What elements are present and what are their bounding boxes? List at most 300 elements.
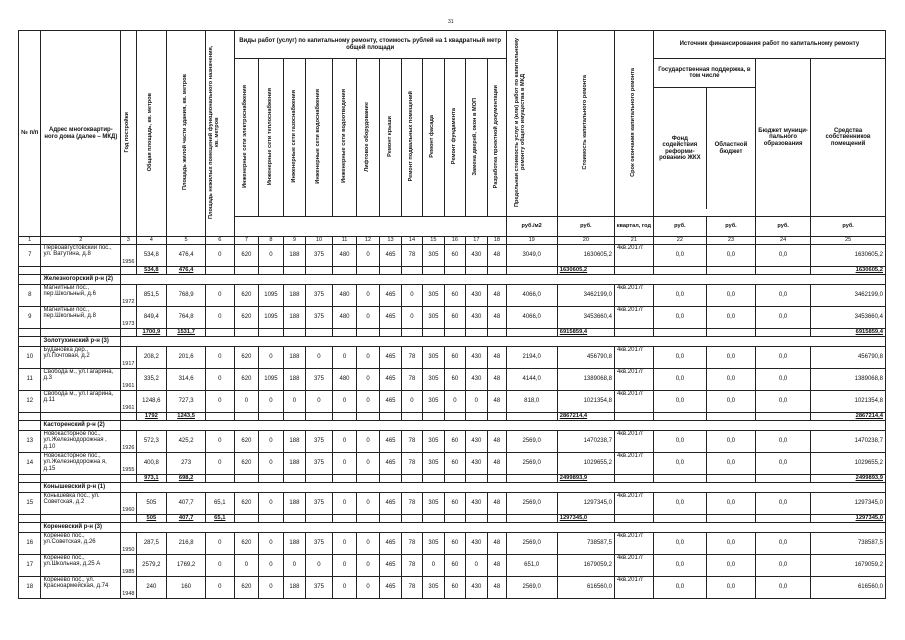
row-value: 620 bbox=[234, 347, 259, 369]
row-value: 3453660,4 bbox=[811, 307, 886, 329]
row-value: 0 bbox=[259, 347, 284, 369]
subtotal-spacer bbox=[506, 267, 557, 275]
row-value: 1679059,2 bbox=[557, 555, 614, 577]
column-index: 14 bbox=[402, 237, 422, 245]
row-value: 1095 bbox=[259, 285, 284, 307]
row-value: 375 bbox=[306, 431, 333, 453]
row-value: 480 bbox=[332, 245, 357, 267]
subtotal-spacer bbox=[332, 515, 357, 523]
row-value: 0,0 bbox=[756, 391, 811, 413]
row-value: 0,0 bbox=[706, 347, 755, 369]
row-value: 188 bbox=[283, 533, 305, 555]
table-row bbox=[19, 347, 886, 369]
row-year: 1961 bbox=[121, 369, 136, 391]
subtotal-spacer bbox=[445, 267, 465, 275]
row-value: 0 bbox=[234, 391, 259, 413]
row-value: 456790,8 bbox=[811, 347, 886, 369]
row-value: 465 bbox=[379, 453, 401, 475]
subtotal-spacer bbox=[402, 413, 422, 421]
subtotal-spacer bbox=[283, 329, 305, 337]
row-value: 480 bbox=[332, 307, 357, 329]
subtotal-spacer bbox=[402, 329, 422, 337]
row-value: 849,4 bbox=[136, 307, 167, 329]
subtotal-spacer bbox=[653, 475, 706, 483]
row-value: 0 bbox=[357, 285, 379, 307]
row-value: 0 bbox=[357, 347, 379, 369]
row-value: 78 bbox=[402, 555, 422, 577]
row-value: 0 bbox=[234, 555, 259, 577]
district-row bbox=[19, 337, 886, 347]
table-row bbox=[19, 285, 886, 307]
subtotal-cost: 1630605,2 bbox=[557, 267, 614, 275]
subtotal-spacer bbox=[259, 475, 284, 483]
row-value: 1389068,8 bbox=[557, 369, 614, 391]
row-value: 0,0 bbox=[653, 577, 706, 599]
row-value: 287,5 bbox=[136, 533, 167, 555]
col-work-3: Инженерные сети газоснабжения bbox=[283, 59, 305, 217]
subtotal-spacer bbox=[402, 475, 422, 483]
table-row bbox=[19, 369, 886, 391]
row-value: 0 bbox=[445, 391, 465, 413]
column-index: 19 bbox=[506, 237, 557, 245]
row-value: 0,0 bbox=[706, 533, 755, 555]
district-name: Касторенский р-н (2) bbox=[41, 421, 121, 431]
row-value: 188 bbox=[283, 245, 305, 267]
column-index: 17 bbox=[465, 237, 487, 245]
row-value: 4кв.2017г bbox=[614, 245, 653, 267]
row-value: 4кв.2017г bbox=[614, 577, 653, 599]
row-value: 465 bbox=[379, 493, 401, 515]
row-value: 465 bbox=[379, 577, 401, 599]
row-value: 305 bbox=[422, 347, 444, 369]
row-value: 3462199,0 bbox=[557, 285, 614, 307]
row-value: 430 bbox=[465, 431, 487, 453]
row-value: 208,2 bbox=[136, 347, 167, 369]
subtotal-spacer bbox=[121, 267, 136, 275]
row-value: 620 bbox=[234, 307, 259, 329]
col-work-2: Инженерные сети теплоснабжения bbox=[259, 59, 284, 217]
row-value: 0 bbox=[206, 369, 235, 391]
row-value: 0,0 bbox=[706, 285, 755, 307]
row-address: Магнитный пос., пер.Школьный, д.6 bbox=[41, 285, 121, 307]
row-value: 616560,0 bbox=[811, 577, 886, 599]
row-address: Коренево пос., ул. Красноармейская, д.74 bbox=[41, 577, 121, 599]
row-value: 620 bbox=[234, 369, 259, 391]
row-value: 430 bbox=[465, 245, 487, 267]
row-value: 160 bbox=[167, 577, 206, 599]
table-row bbox=[19, 577, 886, 599]
subtotal-spacer bbox=[488, 267, 507, 275]
row-number: 16 bbox=[19, 533, 41, 555]
subtotal-value: 1531,7 bbox=[167, 329, 206, 337]
row-value: 48 bbox=[488, 533, 507, 555]
row-value: 0 bbox=[332, 577, 357, 599]
row-value: 1297345,0 bbox=[557, 493, 614, 515]
col-sources-group: Источник финансирования работ по капитальному ремонту bbox=[653, 31, 885, 59]
row-number: 8 bbox=[19, 285, 41, 307]
subtotal-spacer bbox=[465, 267, 487, 275]
row-value: 0,0 bbox=[706, 431, 755, 453]
subtotal-spacer bbox=[283, 267, 305, 275]
subtotal-cost: 2867214,4 bbox=[557, 413, 614, 421]
district-spacer bbox=[19, 337, 41, 347]
row-value: 0 bbox=[332, 533, 357, 555]
subtotal-owners: 1297345,0 bbox=[811, 515, 886, 523]
row-value: 0 bbox=[465, 555, 487, 577]
column-index: 21 bbox=[614, 237, 653, 245]
row-value: 0 bbox=[357, 369, 379, 391]
table-row bbox=[19, 245, 886, 267]
unit-rub-fund: руб. bbox=[653, 217, 706, 237]
subtotal-spacer bbox=[259, 413, 284, 421]
subtotal-spacer bbox=[41, 475, 121, 483]
district-spacer bbox=[121, 483, 886, 493]
subtotal-spacer bbox=[283, 515, 305, 523]
subtotal-spacer bbox=[756, 515, 811, 523]
row-value: 0,0 bbox=[756, 453, 811, 475]
row-value: 48 bbox=[488, 453, 507, 475]
row-value: 620 bbox=[234, 245, 259, 267]
row-year: 1917 bbox=[121, 347, 136, 369]
column-index: 7 bbox=[234, 237, 259, 245]
row-value: 480 bbox=[332, 285, 357, 307]
row-value: 188 bbox=[283, 577, 305, 599]
row-value: 430 bbox=[465, 493, 487, 515]
row-value: 0,0 bbox=[756, 493, 811, 515]
subtotal-spacer bbox=[306, 515, 333, 523]
subtotal-spacer bbox=[259, 267, 284, 275]
subtotal-spacer bbox=[706, 475, 755, 483]
district-spacer bbox=[19, 275, 41, 285]
subtotal-value: 534,8 bbox=[136, 267, 167, 275]
row-value: 1630605,2 bbox=[811, 245, 886, 267]
subtotal-spacer bbox=[488, 413, 507, 421]
row-value: 78 bbox=[402, 347, 422, 369]
row-value: 0 bbox=[306, 555, 333, 577]
row-value: 0,0 bbox=[756, 577, 811, 599]
subtotal-spacer bbox=[488, 515, 507, 523]
page-number: 31 bbox=[448, 19, 454, 25]
row-value: 4066,0 bbox=[506, 285, 557, 307]
row-value: 0 bbox=[259, 533, 284, 555]
subtotal-spacer bbox=[756, 267, 811, 275]
row-number: 13 bbox=[19, 431, 41, 453]
row-address: Новокасторное пос., ул.Железнодорожна я, д.15 bbox=[41, 453, 121, 475]
row-value: 375 bbox=[306, 285, 333, 307]
col-repair-cost: Стоимость капитального ремонта bbox=[557, 31, 614, 217]
col-living-area: Площадь жилой части здания, кв. метров bbox=[167, 31, 206, 237]
row-value: 0 bbox=[332, 555, 357, 577]
row-value: 4кв.2017г bbox=[614, 533, 653, 555]
subtotal-spacer bbox=[445, 329, 465, 337]
row-value: 0 bbox=[259, 577, 284, 599]
column-index: 16 bbox=[445, 237, 465, 245]
row-value: 4кв.2017г bbox=[614, 431, 653, 453]
row-value: 465 bbox=[379, 285, 401, 307]
district-spacer bbox=[19, 421, 41, 431]
subtotal-spacer bbox=[379, 413, 401, 421]
district-spacer bbox=[19, 483, 41, 493]
row-value: 0 bbox=[332, 347, 357, 369]
row-value: 465 bbox=[379, 245, 401, 267]
subtotal-row bbox=[19, 515, 886, 523]
column-index: 10 bbox=[306, 237, 333, 245]
column-index: 15 bbox=[422, 237, 444, 245]
row-value: 216,8 bbox=[167, 533, 206, 555]
subtotal-spacer bbox=[653, 329, 706, 337]
row-number: 10 bbox=[19, 347, 41, 369]
subtotal-spacer bbox=[506, 475, 557, 483]
row-value: 572,3 bbox=[136, 431, 167, 453]
table-row bbox=[19, 533, 886, 555]
row-value: 3462199,0 bbox=[811, 285, 886, 307]
district-spacer bbox=[121, 523, 886, 533]
row-value: 0 bbox=[259, 453, 284, 475]
column-index: 5 bbox=[167, 237, 206, 245]
row-value: 60 bbox=[445, 307, 465, 329]
subtotal-owners: 6915859,4 bbox=[811, 329, 886, 337]
row-value: 0 bbox=[306, 347, 333, 369]
row-value: 0 bbox=[259, 493, 284, 515]
subtotal-spacer bbox=[234, 413, 259, 421]
row-value: 738587,5 bbox=[811, 533, 886, 555]
subtotal-spacer bbox=[653, 413, 706, 421]
row-value: 0,0 bbox=[706, 245, 755, 267]
row-year: 1973 bbox=[121, 307, 136, 329]
row-value: 48 bbox=[488, 555, 507, 577]
subtotal-spacer bbox=[465, 475, 487, 483]
col-work-9: Ремонт фасада bbox=[422, 59, 444, 217]
subtotal-spacer bbox=[653, 515, 706, 523]
row-value: 48 bbox=[488, 245, 507, 267]
district-name: Конышевский р-н (1) bbox=[41, 483, 121, 493]
subtotal-spacer bbox=[488, 329, 507, 337]
row-number: 15 bbox=[19, 493, 41, 515]
subtotal-spacer bbox=[234, 329, 259, 337]
subtotal-spacer bbox=[402, 267, 422, 275]
row-value: 0,0 bbox=[706, 391, 755, 413]
row-value: 480 bbox=[332, 369, 357, 391]
col-work-7: Ремонт крыши bbox=[379, 59, 401, 217]
row-value: 0,0 bbox=[653, 493, 706, 515]
column-index: 3 bbox=[121, 237, 136, 245]
subtotal-spacer bbox=[379, 329, 401, 337]
subtotal-spacer bbox=[756, 329, 811, 337]
row-value: 48 bbox=[488, 577, 507, 599]
subtotal-spacer bbox=[121, 475, 136, 483]
row-year: 1972 bbox=[121, 285, 136, 307]
row-value: 620 bbox=[234, 493, 259, 515]
row-value: 0 bbox=[259, 391, 284, 413]
row-value: 476,4 bbox=[167, 245, 206, 267]
subtotal-spacer bbox=[234, 475, 259, 483]
subtotal-spacer bbox=[206, 475, 235, 483]
subtotal-spacer bbox=[19, 475, 41, 483]
row-value: 2569,0 bbox=[506, 577, 557, 599]
capital-repair-table bbox=[18, 30, 886, 599]
subtotal-spacer bbox=[465, 329, 487, 337]
row-value: 764,8 bbox=[167, 307, 206, 329]
subtotal-spacer bbox=[121, 413, 136, 421]
row-value: 0,0 bbox=[653, 307, 706, 329]
table-row bbox=[19, 391, 886, 413]
row-value: 0 bbox=[357, 453, 379, 475]
row-value: 430 bbox=[465, 369, 487, 391]
row-value: 188 bbox=[283, 453, 305, 475]
col-year: Год постройки bbox=[121, 31, 136, 237]
row-value: 0,0 bbox=[706, 555, 755, 577]
row-value: 0,0 bbox=[653, 431, 706, 453]
row-value: 0,0 bbox=[756, 307, 811, 329]
row-value: 48 bbox=[488, 493, 507, 515]
col-works-group: Виды работ (услуг) по капитальному ремонту, стоимость рублей на 1 квадратный метр общей площади bbox=[234, 31, 506, 59]
subtotal-spacer bbox=[283, 475, 305, 483]
row-value: 620 bbox=[234, 577, 259, 599]
col-work-12: Разработка проектной документации bbox=[488, 59, 507, 217]
row-value: 273 bbox=[167, 453, 206, 475]
row-number: 7 bbox=[19, 245, 41, 267]
col-work-8: Ремонт подвальных помещений bbox=[402, 59, 422, 217]
works-unit-spacer bbox=[234, 217, 506, 237]
subtotal-spacer bbox=[121, 329, 136, 337]
table-row bbox=[19, 453, 886, 475]
subtotal-spacer bbox=[206, 413, 235, 421]
row-value: 0,0 bbox=[653, 555, 706, 577]
row-value: 465 bbox=[379, 347, 401, 369]
subtotal-spacer bbox=[19, 413, 41, 421]
row-value: 430 bbox=[465, 347, 487, 369]
row-value: 465 bbox=[379, 391, 401, 413]
row-value: 616560,0 bbox=[557, 577, 614, 599]
row-value: 0 bbox=[402, 307, 422, 329]
subtotal-spacer bbox=[379, 267, 401, 275]
subtotal-spacer bbox=[357, 267, 379, 275]
column-index: 4 bbox=[136, 237, 167, 245]
unit-quarter: квартал, год bbox=[614, 217, 653, 237]
row-value: 305 bbox=[422, 369, 444, 391]
row-value: 0 bbox=[402, 391, 422, 413]
row-value: 60 bbox=[445, 245, 465, 267]
subtotal-spacer bbox=[306, 413, 333, 421]
row-value: 60 bbox=[445, 369, 465, 391]
subtotal-spacer bbox=[756, 475, 811, 483]
row-value: 0 bbox=[206, 431, 235, 453]
row-value: 3049,0 bbox=[506, 245, 557, 267]
row-value: 0,0 bbox=[653, 245, 706, 267]
row-value: 1630605,2 bbox=[557, 245, 614, 267]
row-value: 1769,2 bbox=[167, 555, 206, 577]
row-value: 2569,0 bbox=[506, 533, 557, 555]
subtotal-spacer bbox=[614, 475, 653, 483]
subtotal-spacer bbox=[465, 413, 487, 421]
subtotal-spacer bbox=[206, 267, 235, 275]
subtotal-spacer bbox=[506, 329, 557, 337]
row-value: 430 bbox=[465, 577, 487, 599]
column-index: 12 bbox=[357, 237, 379, 245]
row-value: 0,0 bbox=[756, 369, 811, 391]
row-value: 1095 bbox=[259, 369, 284, 391]
subtotal-row bbox=[19, 475, 886, 483]
col-work-11: Замена дверей, окон в МОП bbox=[465, 59, 487, 217]
subtotal-value: 65,1 bbox=[206, 515, 235, 523]
subtotal-spacer bbox=[614, 515, 653, 523]
district-row bbox=[19, 421, 886, 431]
row-value: 375 bbox=[306, 307, 333, 329]
row-value: 78 bbox=[402, 493, 422, 515]
row-value: 1470238,7 bbox=[557, 431, 614, 453]
subtotal-value: 407,7 bbox=[167, 515, 206, 523]
row-value: 78 bbox=[402, 431, 422, 453]
unit-rub-regional: руб. bbox=[706, 217, 755, 237]
column-index: 25 bbox=[811, 237, 886, 245]
subtotal-spacer bbox=[488, 475, 507, 483]
district-spacer bbox=[121, 275, 886, 285]
row-value: 60 bbox=[445, 453, 465, 475]
column-index: 8 bbox=[259, 237, 284, 245]
column-index: 20 bbox=[557, 237, 614, 245]
subtotal-value: 505 bbox=[136, 515, 167, 523]
subtotal-spacer bbox=[41, 267, 121, 275]
row-value: 305 bbox=[422, 431, 444, 453]
row-value: 2569,0 bbox=[506, 493, 557, 515]
row-value: 0 bbox=[206, 285, 235, 307]
district-name: Железногорский р-н (2) bbox=[41, 275, 121, 285]
subtotal-spacer bbox=[614, 267, 653, 275]
row-value: 0 bbox=[206, 347, 235, 369]
subtotal-spacer bbox=[19, 515, 41, 523]
row-value: 1029655,2 bbox=[557, 453, 614, 475]
row-address: Конышевка пос., ул. Советская, д.2 bbox=[41, 493, 121, 515]
row-value: 305 bbox=[422, 391, 444, 413]
subtotal-spacer bbox=[332, 329, 357, 337]
subtotal-spacer bbox=[357, 475, 379, 483]
row-value: 0 bbox=[206, 577, 235, 599]
column-index-row bbox=[19, 237, 886, 245]
row-value: 0,0 bbox=[706, 453, 755, 475]
subtotal-spacer bbox=[506, 515, 557, 523]
row-value: 4кв.2017г bbox=[614, 453, 653, 475]
row-value: 0,0 bbox=[706, 369, 755, 391]
row-value: 375 bbox=[306, 577, 333, 599]
subtotal-spacer bbox=[234, 267, 259, 275]
row-value: 620 bbox=[234, 533, 259, 555]
subtotal-spacer bbox=[379, 515, 401, 523]
row-value: 738587,5 bbox=[557, 533, 614, 555]
subtotal-spacer bbox=[41, 329, 121, 337]
subtotal-cost: 2499893,9 bbox=[557, 475, 614, 483]
row-value: 78 bbox=[402, 453, 422, 475]
row-value: 78 bbox=[402, 577, 422, 599]
col-limit-cost: Предельная стоимость услуг и (или) работ по капитальному ремонту общего имущества в МКД bbox=[506, 31, 557, 217]
subtotal-spacer bbox=[306, 475, 333, 483]
row-value: 1029655,2 bbox=[811, 453, 886, 475]
row-value: 4кв.2017г bbox=[614, 285, 653, 307]
row-value: 430 bbox=[465, 533, 487, 555]
row-value: 0 bbox=[283, 391, 305, 413]
row-value: 1021354,8 bbox=[557, 391, 614, 413]
row-year: 1956 bbox=[121, 245, 136, 267]
row-value: 465 bbox=[379, 369, 401, 391]
row-value: 375 bbox=[306, 533, 333, 555]
row-value: 335,2 bbox=[136, 369, 167, 391]
district-row bbox=[19, 523, 886, 533]
row-value: 4144,0 bbox=[506, 369, 557, 391]
table-row bbox=[19, 493, 886, 515]
row-value: 0,0 bbox=[653, 285, 706, 307]
row-value: 0,0 bbox=[653, 453, 706, 475]
row-address: Коренево пос., ул.Школьная, д.25 А bbox=[41, 555, 121, 577]
subtotal-spacer bbox=[19, 267, 41, 275]
